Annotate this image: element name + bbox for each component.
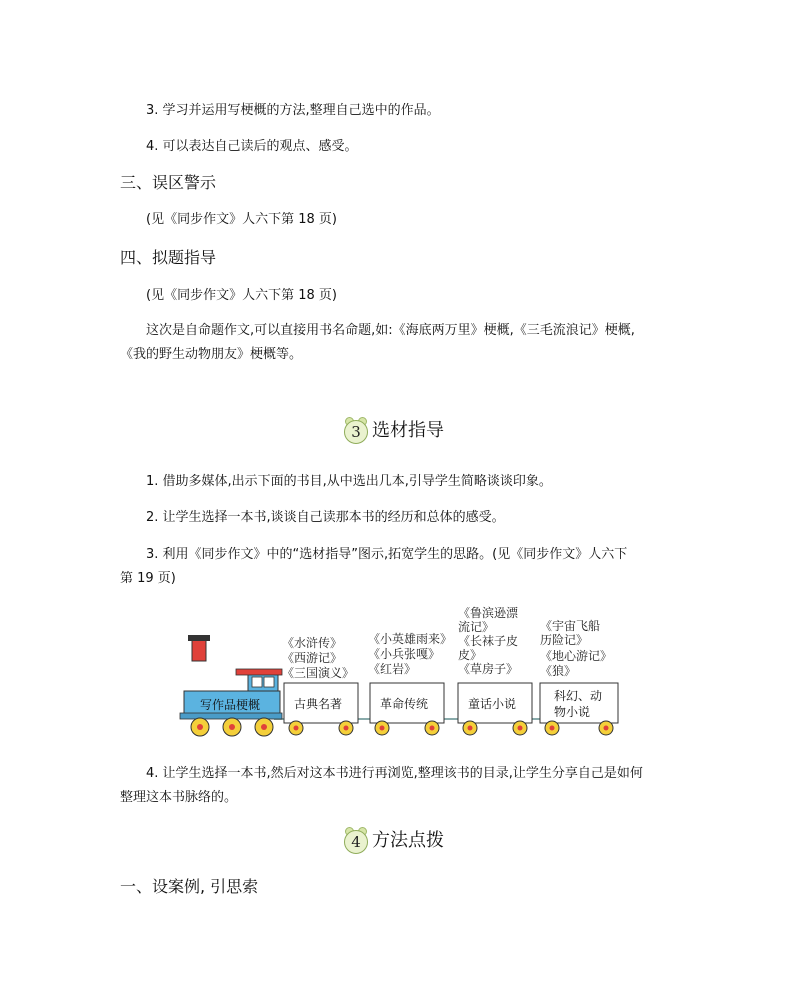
svg-text:《狼》: 《狼》 [540, 664, 577, 678]
engine-label: 写作品梗概 [200, 698, 261, 712]
svg-text:《小英雄雨来》: 《小英雄雨来》 [368, 632, 453, 646]
svg-text:科幻、动: 科幻、动 [554, 689, 603, 703]
svg-text:《宇宙飞船: 《宇宙飞船 [540, 619, 601, 633]
svg-text:《小兵张嘎》: 《小兵张嘎》 [368, 647, 441, 661]
book-train-diagram [178, 603, 624, 743]
paragraph-line: 这次是自命题作文,可以直接用书名命题,如:《海底两万里》梗概,《三毛流浪记》梗概, [146, 323, 635, 338]
text-line: 第 19 页) [120, 571, 176, 586]
svg-text:革命传统: 革命传统 [380, 697, 429, 711]
svg-text:童话小说: 童话小说 [468, 697, 517, 711]
svg-text:《长袜子皮: 《长袜子皮 [458, 634, 519, 648]
section-title-3 [344, 416, 444, 442]
text-line: 4. 可以表达自己读后的观点、感受。 [146, 139, 358, 154]
svg-text:历险记》: 历险记》 [540, 633, 589, 647]
section-heading: 一、设案例, 引思索 [120, 877, 259, 896]
svg-text:皮》: 皮》 [458, 648, 483, 662]
reference-line: (见《同步作文》人六下第 18 页) [146, 288, 337, 303]
train-engine [180, 635, 282, 719]
train-car-revolutionary [368, 631, 452, 735]
svg-text:流记》: 流记》 [458, 620, 495, 634]
svg-text:《三国演义》: 《三国演义》 [282, 666, 355, 680]
number-badge-icon: 3 [344, 417, 368, 441]
section-heading: 三、误区警示 [120, 173, 217, 192]
svg-text:《水浒传》: 《水浒传》 [282, 636, 343, 650]
text-line: 4. 让学生选择一本书,然后对这本书进行再浏览,整理该书的目录,让学生分享自己是如何 [146, 766, 643, 781]
svg-text:古典名著: 古典名著 [294, 697, 343, 711]
text-line: 1. 借助多媒体,出示下面的书目,从中选出几本,引导学生简略谈谈印象。 [146, 474, 552, 489]
number-badge-icon: 4 [344, 827, 368, 851]
text-line: 整理这本书脉络的。 [120, 790, 238, 805]
svg-text:物小说: 物小说 [554, 705, 591, 719]
engine-wheels [191, 718, 273, 736]
text-line: 2. 让学生选择一本书,谈谈自己读那本书的经历和总体的感受。 [146, 510, 505, 525]
section-heading: 四、拟题指导 [120, 248, 217, 267]
text-line: 3. 学习并运用写梗概的方法,整理自己选中的作品。 [146, 103, 440, 118]
train-car-classics [282, 635, 358, 735]
train-car-fairy-tales [458, 605, 532, 735]
svg-text:《红岩》: 《红岩》 [368, 662, 417, 676]
paragraph-line: 《我的野生动物朋友》梗概等。 [120, 347, 303, 362]
svg-text:《西游记》: 《西游记》 [282, 651, 343, 665]
text-line: 3. 利用《同步作文》中的“选材指导”图示,拓宽学生的思路。(见《同步作文》人六下 [146, 547, 628, 562]
svg-text:《草房子》: 《草房子》 [458, 662, 519, 676]
svg-text:《地心游记》: 《地心游记》 [540, 649, 613, 663]
section-title-text: 方法点拨 [372, 830, 444, 851]
train-car-scifi-animal [540, 619, 618, 735]
section-title-4 [344, 826, 444, 852]
svg-text:《鲁滨逊漂: 《鲁滨逊漂 [458, 606, 519, 620]
section-title-text: 选材指导 [372, 420, 444, 441]
reference-line: (见《同步作文》人六下第 18 页) [146, 212, 337, 227]
